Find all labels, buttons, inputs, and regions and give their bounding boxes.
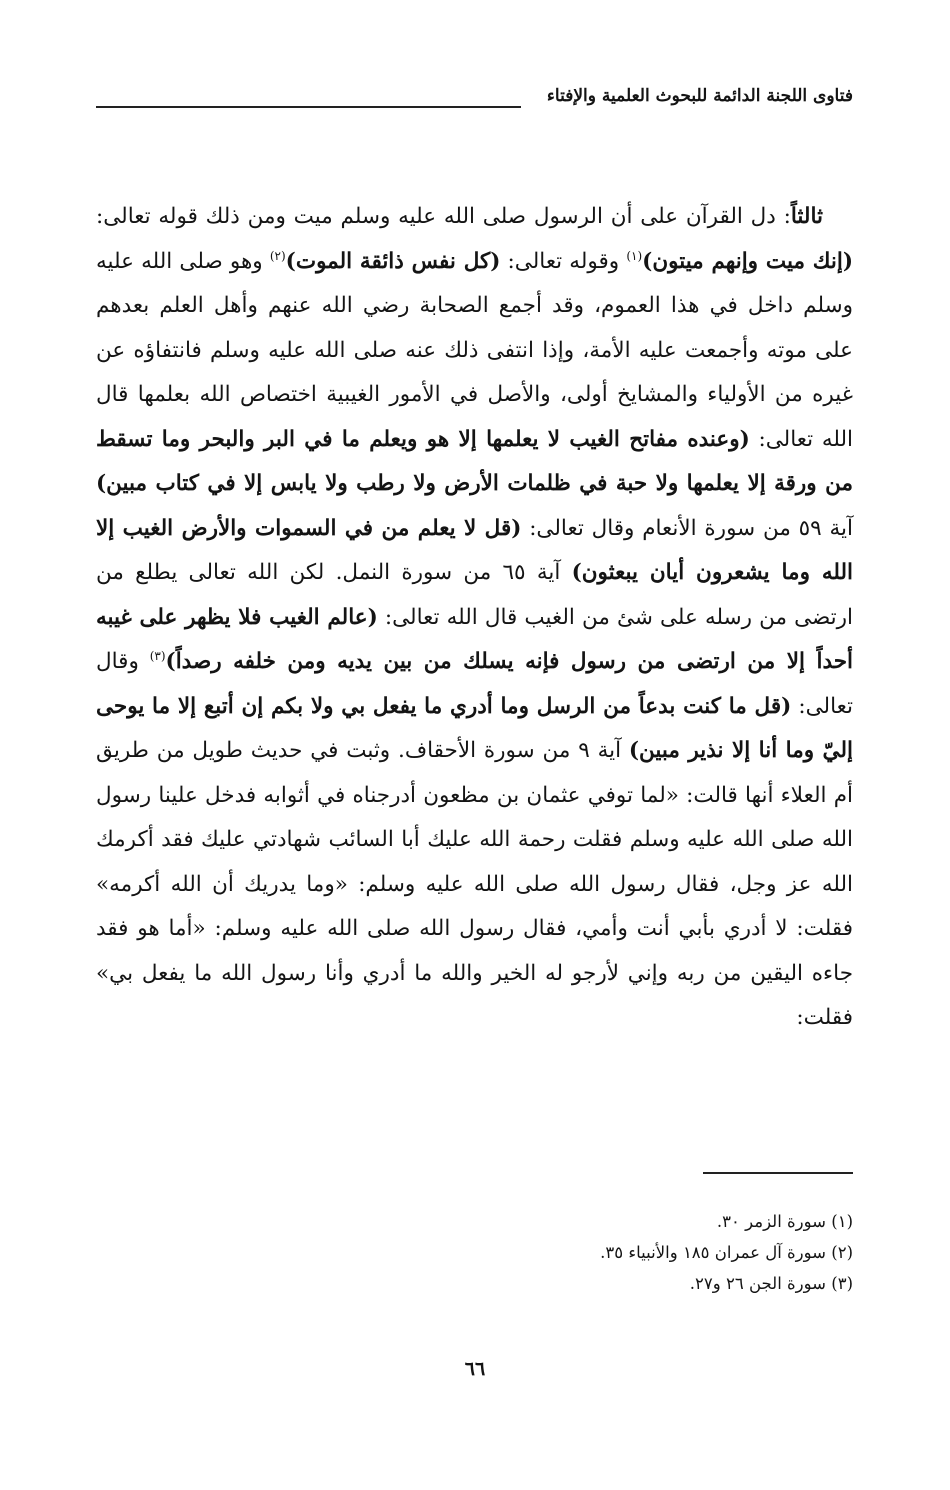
footnote-1: (١) سورة الزمر ٣٠. bbox=[716, 1212, 853, 1231]
paragraph-lead: ثالثاً bbox=[790, 204, 823, 229]
footnote-ref: (٣) bbox=[149, 648, 166, 663]
running-header-title: فتاوى اللجنة الدائمة للبحوث العلمية والإفتاء bbox=[546, 86, 853, 106]
running-header bbox=[96, 86, 853, 114]
text-segment: آية ٩ من سورة الأحقاف. وثبت في حديث طويل من طريق أم العلاء أنها قالت: «لما توفي عثمان بن مظعون أدرجناه في أثوابه فدخل علينا رسول الله صلى الله عليه وسلم فقلت رحمة الله عليك أبا السائب شهادتي عليك فقد أكرمك الله عز وجل، فقال رسول الله صلى الله عليه وسلم: «وما يدريك أن الله أكرمه» فقلت: لا أدري بأبي أنت وأمي، فقال رسول الله صلى الله عليه وسلم: «أما هو فقد جاءه اليقين من ربه وإني لأرجو له الخير والله ما أدري وأنا رسول الله ما يفعل بي» فقلت: bbox=[96, 738, 853, 1030]
quran-quote: (كل نفس ذائقة الموت) bbox=[285, 248, 501, 274]
footnote-3: (٣) سورة الجن ٢٦ و٢٧. bbox=[689, 1274, 853, 1293]
body-paragraph bbox=[96, 195, 853, 1041]
text-segment: : دل القرآن على أن الرسول صلى الله عليه وسلم ميت ومن ذلك قوله تعالى: bbox=[96, 204, 791, 229]
text-segment: وهو صلى الله عليه وسلم داخل في هذا العموم، وقد أجمع الصحابة رضي الله عنهم وأهل العلم بعدهم على موته وأجمعت عليه الأمة، وإذا انتفى ذلك عنه صلى الله عليه وسلم فانتفاؤه عن غيره من الأولياء والمشايخ أولى، والأصل في الأمور الغيبية اختصاص الله بعلمها قال الله تعالى: bbox=[96, 248, 853, 452]
quran-quote: (قل ما كنت بدعاً من الرسل وما أدري ما يفعل بي ولا بكم إن أتبع إلا ما يوحى إليّ وما أنا إلا نذير مبين) bbox=[96, 693, 854, 763]
quran-quote: (عالم الغيب فلا يظهر على غيبه أحداً إلا من ارتضى من رسول فإنه يسلك من بين يديه ومن خلفه رصداً) bbox=[96, 604, 853, 674]
quran-quote: (إنك ميت وإنهم ميتون) bbox=[642, 248, 854, 274]
footnotes bbox=[253, 1206, 853, 1299]
footnote-rule bbox=[703, 1172, 853, 1174]
footnote-ref: (١) bbox=[626, 248, 643, 263]
quran-quote: (قل لا يعلم من في السموات والأرض الغيب إلا الله وما يشعرون أيان يبعثون) bbox=[96, 515, 854, 585]
page-number: ٦٦ bbox=[464, 1358, 486, 1380]
text-segment: آية ٥٩ من سورة الأنعام وقال تعالى: bbox=[521, 515, 853, 541]
text-segment: وقوله تعالى: bbox=[500, 248, 627, 274]
text-segment: وقال تعالى: bbox=[96, 649, 853, 719]
text-segment: آية ٦٥ من سورة النمل. لكن الله تعالى يطلع من ارتضى من رسله على شئ من الغيب قال الله تعالى: bbox=[96, 560, 853, 630]
quran-quote: (وعنده مفاتح الغيب لا يعلمها إلا هو ويعلم ما في البر والبحر وما تسقط من ورقة إلا يعلمها ولا حبة في ظلمات الأرض ولا رطب ولا يابس إلا في كتاب مبين) bbox=[96, 426, 853, 496]
body-text bbox=[96, 195, 853, 1041]
footnote-ref: (٢) bbox=[269, 248, 286, 263]
footnote-2: (٢) سورة آل عمران ١٨٥ والأنبياء ٣٥. bbox=[600, 1243, 853, 1262]
header-rule bbox=[96, 106, 521, 108]
